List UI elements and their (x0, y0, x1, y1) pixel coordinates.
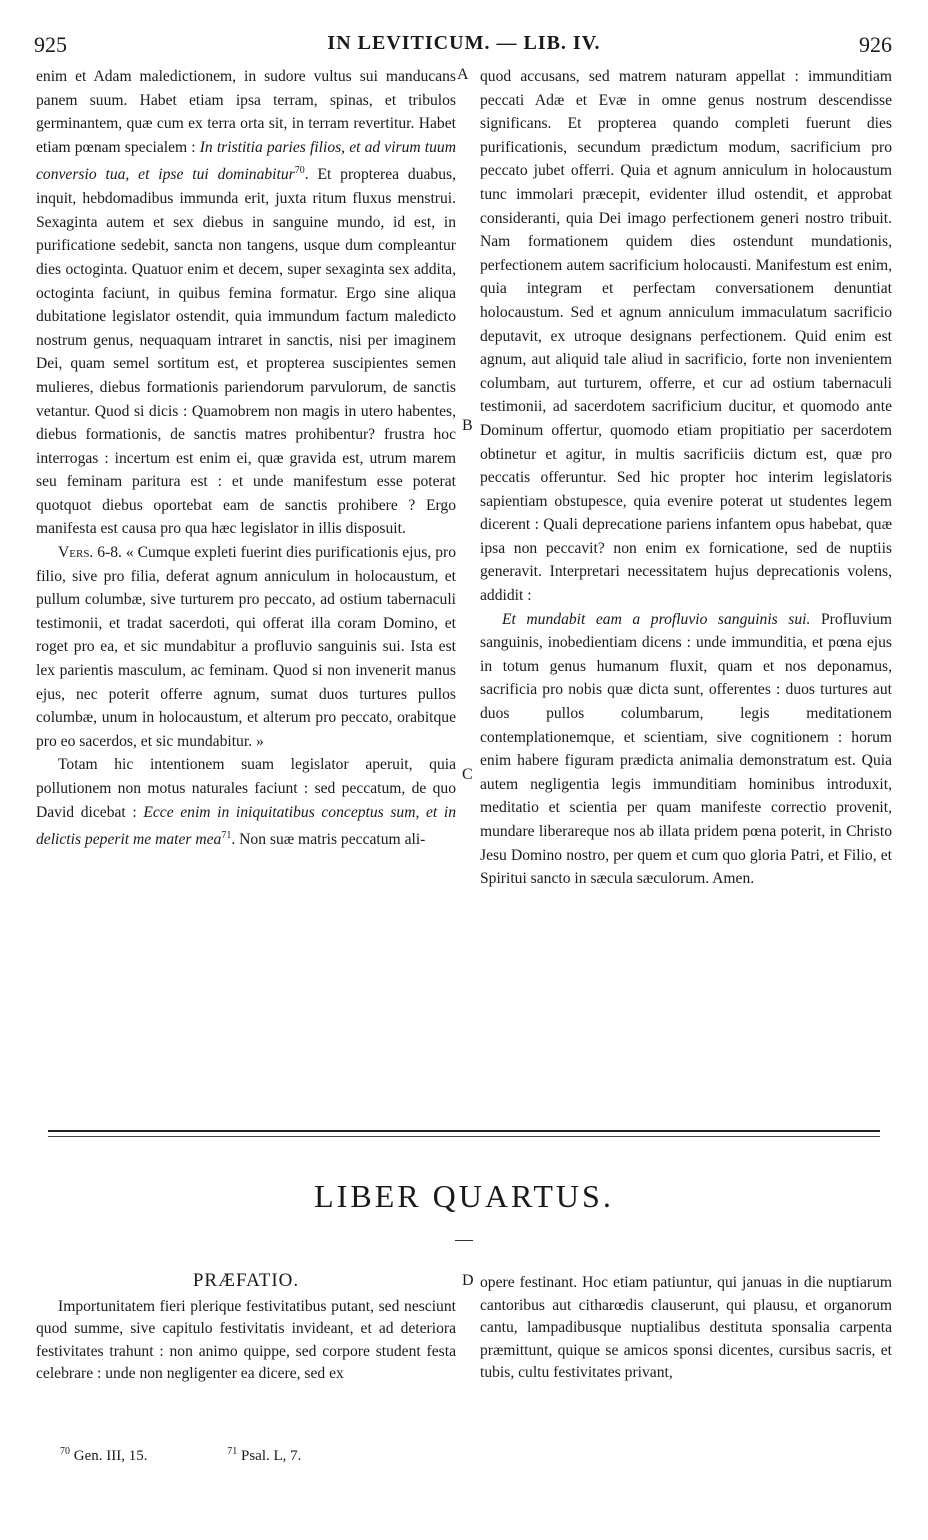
left-p3-text: Totam hic intentionem suam legislator aperuit, quia pollutionem non motus naturales faciunt : sed peccatum, de quo David dicebat : (36, 756, 456, 821)
right-paragraph-2 (480, 608, 892, 891)
right-p2-quote: Et mundabit eam a profluvio sanguinis sui. (502, 610, 811, 628)
margin-marker-d: D (462, 1272, 474, 1289)
left-paragraph-2 (36, 541, 456, 753)
preface-title: PRÆFATIO. (192, 1270, 300, 1291)
footnote-ref-71: 71 (221, 830, 232, 842)
preface-right-text: opere festinant. Hoc etiam patiuntur, qui januas in die nuptiarum cantoribus aut citharœdis clauserunt, qui plausu, et organorum cantu, lampadibusque nuptialibus destituta sponsalia carpenta præmittunt, quique se amicos sponsi dicentes, cursibus sacris, et tubis, cultu festivitates privant, (480, 1274, 892, 1382)
right-paragraph-1: quod accusans, sed matrem naturam appellat : immunditiam peccati Adæ et Evæ in omne genus nostrum descendisse significans. Et propterea quando completi fuerunt dies purificationis, secundum prædictum modum, sacrificium pro peccato jubet offerri. Quia et agnum anniculum in holocaustum tunc immolari præcepit, evidenter illud ostendit, et approbat consideranti, quia Dei imago perfectionem generi nostro tribuit. Nam formationem quidem dies ostendunt mundationis, perfectionem autem sacrificium holocausti. Manifestum est enim, quia integram et perfectam conversationem denuntiat holocaustum. Sed et agnum anniculum immaculatum sacrificio deputavit, ex utroque designans perfectionem. Quid enim est agnum, aut aliquid tale aliud in sacrificio, forte non invenientem columbam, aut turturem, offerre, et cur ad ostium tabernaculi testimonii, ad sacerdotem sacrificium ducitur, et quomodo ante Dominum offertur, quomodo etiam propitiatio per sacerdotem obtinetur et agitur, in multis sacrificiis dictum est, quæ pro peccatis offeruntur. Sed hic propter hoc interim legislatoris sapientiam obstupesce, quia evenire poterat ut studentes legem dicerent : Quali deprecatione pariens infantem opus habebat, quæ ipsa non peccavit? non enim ex fornicatione, sed de nuptiis generavit. Interpretari necessitatem hujus deprecationis volens, addidit : (480, 68, 892, 605)
page-header (0, 32, 928, 62)
footnote-70-number: 70 (60, 1446, 70, 1457)
footnote-ref-70: 70 (294, 165, 305, 177)
running-title: IN LEVITICUM. — LIB. IV. (327, 32, 601, 54)
footnotes (60, 1446, 377, 1465)
left-page-number: 925 (34, 32, 67, 57)
left-p2-text: « Cumque expleti fuerint dies purificationis ejus, pro filio, sive pro filia, deferat agnum anniculum in holocaustum, et pullum columbæ, sive turturem pro peccato, ad ostium tabernaculi testimonii, et tradat sacerdoti, qui offerat illa coram Domino, et roget pro ea, et sic mundabitur a profluvio sanguinis sui. Ista est lex parientis masculum, ac feminam. Quod si non invenerit manus ejus, nec poterit offerre agnum, sumat duos turtures pullos columbæ, unum in holocaustum, et alterum pro peccato, orabitque pro eo sacerdos, et sic mundabitur. » (36, 544, 456, 750)
left-paragraph-3 (36, 753, 456, 852)
left-column (36, 65, 456, 852)
footnote-70-text: Gen. III, 15. (73, 1448, 148, 1464)
preface-left-column (36, 1296, 456, 1386)
section-rule-bottom (48, 1136, 880, 1137)
verse-label: Vers. 6-8. (58, 544, 122, 562)
book-title: LIBER QUARTUS. (314, 1178, 614, 1214)
footnote-70 (60, 1448, 185, 1464)
left-p1-text: enim et Adam maledictionem, in sudore vultus sui manducans panem suum. Habet etiam ipsa terram, spinas, et tribulos germinantem, quæ cum ex terra orta sit, in terram revertitur. Habet etiam pœnam specialem : (36, 68, 456, 156)
left-p1-quote: In tristitia paries filios, et ad virum tuum conversio tua, et ipse tui dominabitur (36, 138, 456, 184)
title-dash (455, 1240, 473, 1241)
footnote-71-number: 71 (227, 1446, 238, 1457)
left-p3-quote: Ecce enim in iniquitatibus conceptus sum, et in delictis peperit me mater mea (36, 803, 456, 849)
margin-marker-a: A (457, 66, 469, 83)
footnote-71-text: Psal. L, 7. (240, 1448, 302, 1464)
section-rule-top (48, 1130, 880, 1132)
left-p1-rest: . Et propterea duabus, inquit, hebdomadibus immunda erit, juxta ritum fluxus menstrui. Sexaginta autem et sex diebus in sanguine mundo, id est, in purificatione sedebit, sancta non tangens, usque dum compleantur dies octoginta. Quatuor enim et decem, super sexaginta sex addita, octoginta faciunt, in quibus femina formatur. Ergo sine aliqua dubitatione legislator ostendit, quia immundum factum maledicto nostrum genus, nequaquam intraret in sanctis, nisi per imaginem Dei, quam semel sortitum est, et propterea suscipientes semen mulieres, diebus formationis pariendorum parvulorum, de sanctis vetantur. Quod si dicis : Quamobrem non magis in utero habentes, diebus formationis, de sanctis matres prohibentur? frustra hoc interrogas : incertum est enim ei, quæ gravida est, utrum marem seu feminam paritura est : et unde manifestum esse poterat quotquot diebus oportebat eam de sanctis prohibere ? Ergo manifesta est causa pro qua hæc legislator in illis disposuit. (36, 166, 456, 538)
preface-right-column (480, 1272, 892, 1385)
margin-marker-b: B (462, 417, 473, 434)
preface-left-text: Importunitatem fieri plerique festivitatibus putant, sed nesciunt quod summe, sive capitulo festivitatis invideant, et ad deteriora festivitates trahunt : non animo quippe, sed corpore student festa celebrare : unde non negligenter ea dicere, sed ex (36, 1298, 456, 1383)
left-paragraph-1 (36, 65, 456, 541)
right-p2-text: Profluvium sanguinis, inobedientiam dicens : unde immunditia, et pœna ejus in totum genus humanum fluxit, quam et nos deponamus, sacrificia pro nobis quæ dicta sunt, offerentes : duos turtures aut duos pullos columbarum, legis meditationem contemplationemque, et scientiam, sive cognitionem : horum enim habere figuram prædicta animalia demonstratum est. Quia autem negligentia legis immunditiam hominibus introduxit, meditatio et scientia per quam manifeste correctio provenit, mundare liberareque nos ab illata pridem pœna poterit, in Christo Jesu Domino nostro, per quem et cum quo gloria Patri, et Filio, et Spiritui sancto in sæcula sæculorum. Amen. (480, 610, 892, 888)
footnote-71 (227, 1448, 339, 1464)
right-page-number: 926 (859, 32, 892, 57)
margin-marker-c: C (462, 766, 473, 783)
left-p3-rest: . Non suæ matris peccatum ali- (231, 831, 426, 849)
right-column (480, 65, 892, 891)
